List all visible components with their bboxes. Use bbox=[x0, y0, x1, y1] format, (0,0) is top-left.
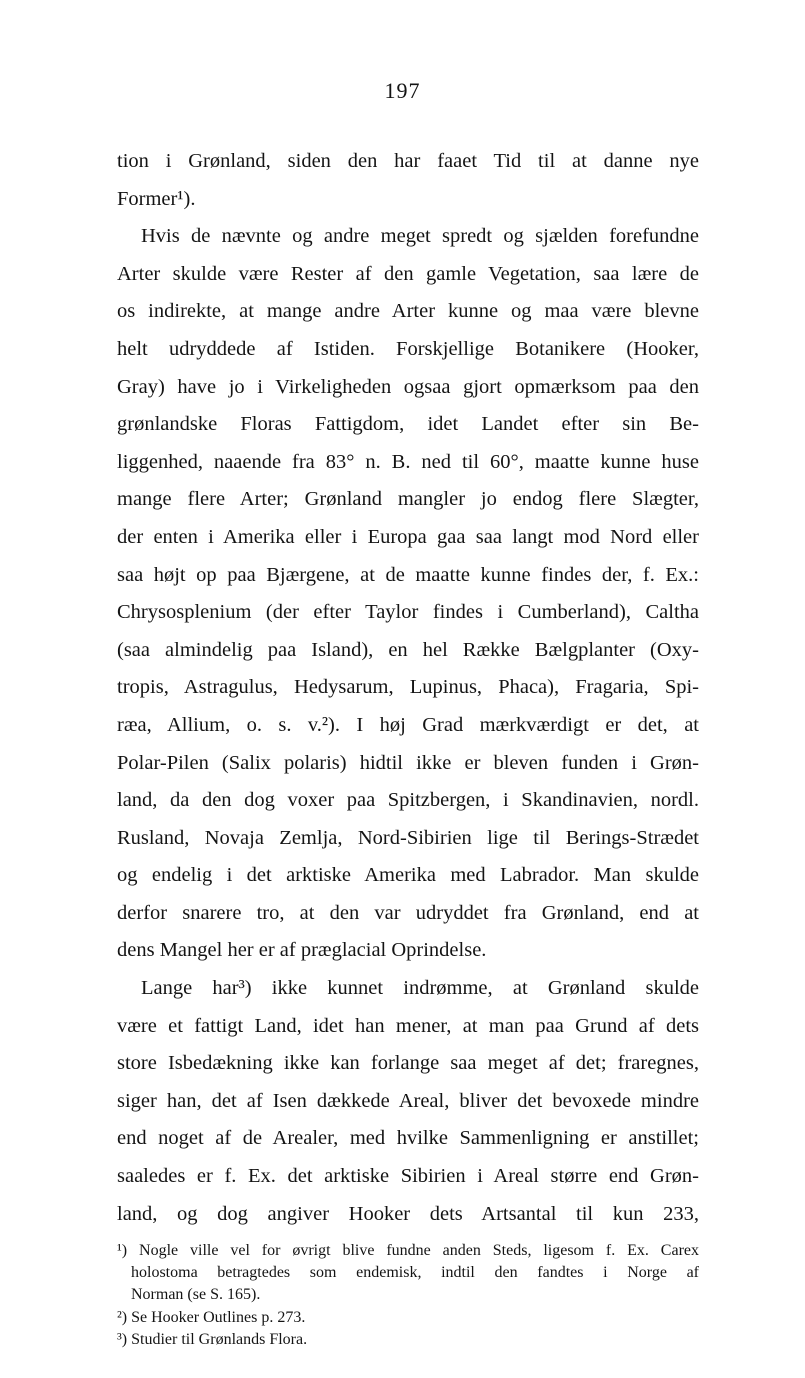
footnotes bbox=[117, 1240, 699, 1351]
footnote-line: Norman (se S. 165). bbox=[131, 1286, 261, 1304]
footnote-line: holostoma betragtedes som endemisk, indtil den fandtes i Norge af bbox=[131, 1264, 699, 1282]
text-line: Chrysosplenium (der efter Taylor findes i Cumberland), Caltha bbox=[117, 601, 699, 624]
text-line: land, da den dog voxer paa Spitzbergen, i Skandinavien, nordl. bbox=[117, 789, 699, 812]
text-line: Lange har³) ikke kunnet indrømme, at Grønland skulde bbox=[141, 977, 699, 1000]
text-line: ræa, Allium, o. s. v.²). I høj Grad mærkværdigt er det, at bbox=[117, 713, 699, 736]
text-line: Polar-Pilen (Salix polaris) hidtil ikke er bleven funden i Grøn- bbox=[117, 751, 699, 774]
page-number: 197 bbox=[384, 78, 421, 103]
footnote-line: ³) Studier til Grønlands Flora. bbox=[117, 1330, 308, 1348]
text-line: os indirekte, at mange andre Arter kunne og maa være blevne bbox=[117, 300, 699, 323]
text-line: siger han, det af Isen dækkede Areal, bliver det bevoxede mindre bbox=[117, 1089, 699, 1112]
footnote-line: ¹) Nogle ville vel for øvrigt blive fundne anden Steds, ligesom f. Ex. Carex bbox=[117, 1242, 699, 1259]
text-line: Hvis de nævnte og andre meget spredt og sjælden forefundne bbox=[141, 225, 699, 248]
text-line: og endelig i det arktiske Amerika med Labrador. Man skulde bbox=[117, 864, 699, 887]
text-line: store Isbedækning ikke kan forlange saa meget af det; fraregnes, bbox=[117, 1052, 699, 1075]
text-line: Rusland, Novaja Zemlja, Nord-Sibirien lige til Berings-Strædet bbox=[117, 826, 699, 849]
text-line: være et fattigt Land, idet han mener, at man paa Grund af dets bbox=[117, 1014, 699, 1037]
text-line: tion i Grønland, siden den har faaet Tid til at danne nye bbox=[117, 150, 699, 172]
text-line: Arter skulde være Rester af den gamle Vegetation, saa lære de bbox=[117, 262, 699, 285]
footnote-line: ²) Se Hooker Outlines p. 273. bbox=[117, 1308, 306, 1326]
text-line: mange flere Arter; Grønland mangler jo endog flere Slægter, bbox=[117, 488, 699, 511]
text-line: land, og dog angiver Hooker dets Artsantal til kun 233, bbox=[117, 1202, 699, 1225]
text-line: helt udryddede af Istiden. Forskjellige Botanikere (Hooker, bbox=[117, 337, 699, 360]
text-line: Former¹). bbox=[117, 187, 196, 210]
text-line: saa højt op paa Bjærgene, at de maatte kunne findes der, f. Ex.: bbox=[117, 563, 699, 586]
text-line: (saa almindelig paa Island), en hel Række Bælgplanter (Oxy- bbox=[117, 638, 699, 661]
text-line: saaledes er f. Ex. det arktiske Sibirien i Areal større end Grøn- bbox=[117, 1165, 699, 1188]
text-line: tropis, Astragulus, Hedysarum, Lupinus, Phaca), Fragaria, Spi- bbox=[117, 676, 699, 699]
text-line: der enten i Amerika eller i Europa gaa saa langt mod Nord eller bbox=[117, 525, 699, 548]
text-line: Gray) have jo i Virkeligheden ogsaa gjort opmærksom paa den bbox=[117, 375, 699, 398]
text-line: derfor snarere tro, at den var udryddet fra Grønland, end at bbox=[117, 901, 699, 924]
text-line: dens Mangel her er af præglacial Oprindelse. bbox=[117, 939, 487, 962]
text-line: end noget af de Arealer, med hvilke Sammenligning er anstillet; bbox=[117, 1127, 699, 1150]
text-line: liggenhed, naaende fra 83° n. B. ned til 60°, maatte kunne huse bbox=[117, 450, 699, 473]
body-text bbox=[117, 143, 699, 1233]
text-line: grønlandske Floras Fattigdom, idet Landet efter sin Be- bbox=[117, 413, 699, 436]
